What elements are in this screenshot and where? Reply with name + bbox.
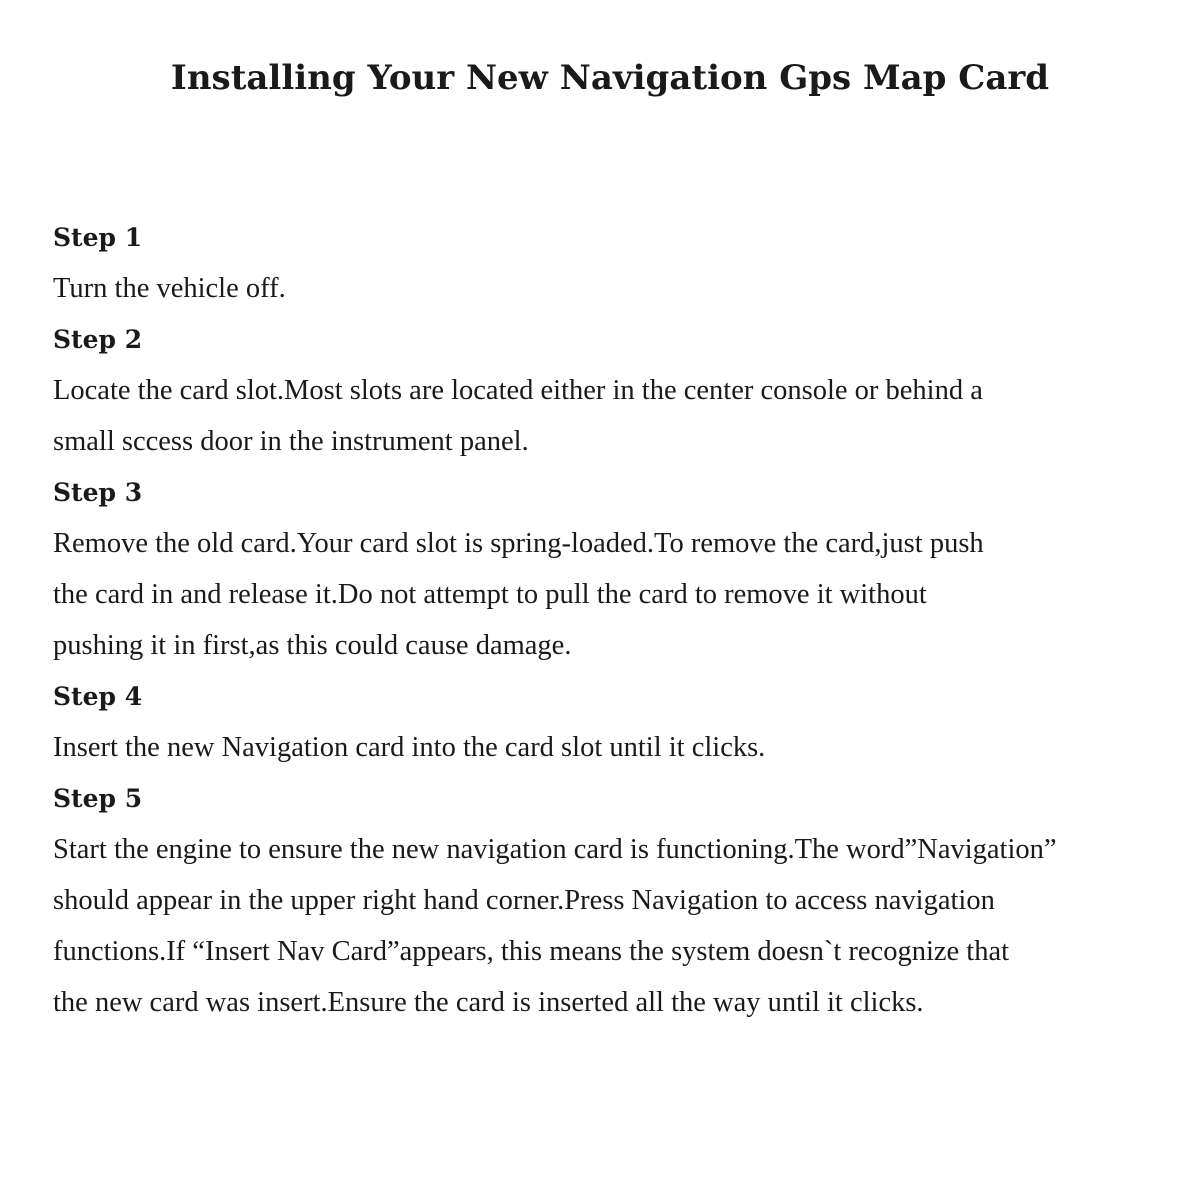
step-heading: Step 2: [53, 325, 143, 354]
step-text-line: Insert the new Navigation card into the card slot until it clicks.: [53, 732, 766, 763]
step-text-line: the card in and release it.Do not attempt to pull the card to remove it without: [53, 579, 927, 610]
step-1: [53, 212, 1193, 314]
step-2: [53, 314, 1193, 467]
step-text-line: the new card was insert.Ensure the card is inserted all the way until it clicks.: [53, 987, 924, 1018]
step-text-line: small sccess door in the instrument panel.: [53, 426, 529, 457]
step-3: [53, 467, 1193, 671]
step-heading: Step 5: [53, 784, 143, 813]
step-text-line: Remove the old card.Your card slot is spring-loaded.To remove the card,just push: [53, 528, 984, 559]
step-text-line: Turn the vehicle off.: [53, 273, 286, 304]
step-5: [53, 773, 1193, 1028]
step-text-line: Locate the card slot.Most slots are located either in the center console or behind a: [53, 375, 983, 406]
step-text-line: should appear in the upper right hand corner.Press Navigation to access navigation: [53, 885, 995, 916]
step-heading: Step 4: [53, 682, 143, 711]
step-text-line: functions.If “Insert Nav Card”appears, this means the system doesn`t recognize that: [53, 936, 1010, 967]
step-text-line: pushing it in first,as this could cause damage.: [53, 630, 572, 661]
steps-list: [53, 212, 1193, 1028]
step-4: [53, 671, 1193, 773]
step-heading: Step 3: [53, 478, 143, 507]
step-heading: Step 1: [53, 223, 143, 252]
step-text-line: Start the engine to ensure the new navigation card is functioning.The word”Navigation”: [53, 834, 1057, 865]
page-title: Installing Your New Navigation Gps Map Card: [170, 58, 1050, 98]
